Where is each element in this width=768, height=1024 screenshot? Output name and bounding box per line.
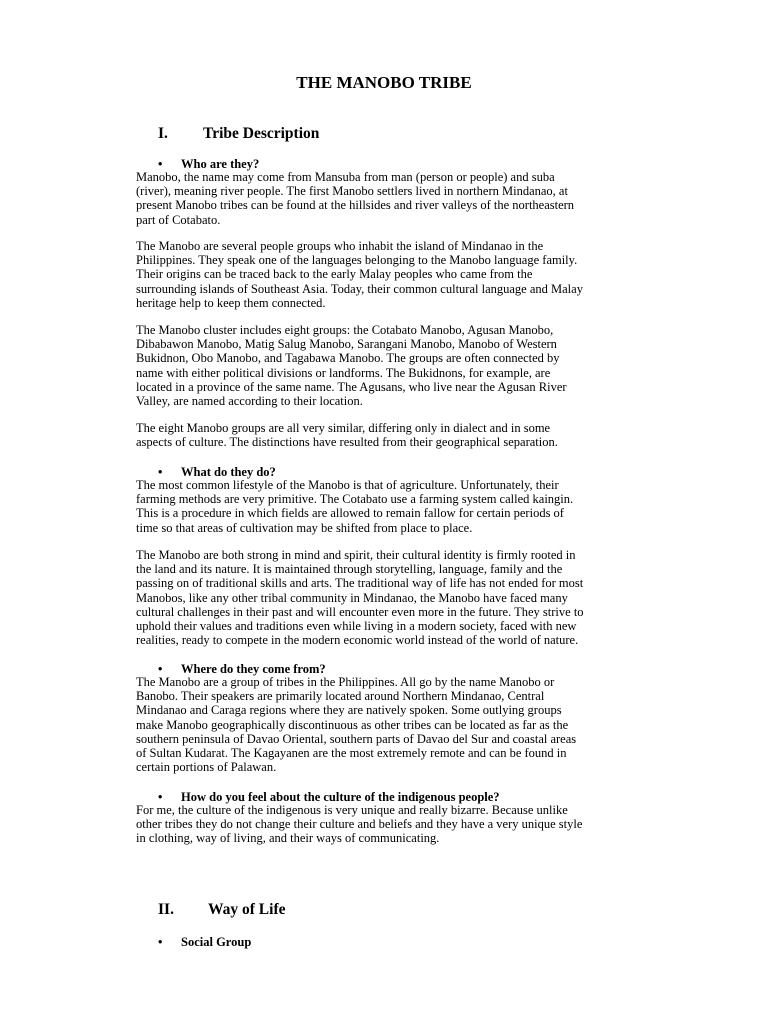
text-line: The Manobo are a group of tribes in the Philippines. All go by the name Manobo or [136, 675, 555, 689]
text-line: make Manobo geographically discontinuous as other tribes can be located as far as the [136, 717, 569, 732]
text-line: southern peninsula of Davao Oriental, southern parts of Davao del Sur and coastal areas [136, 731, 577, 746]
paragraph [136, 170, 696, 227]
section-title: Tribe Description [203, 125, 320, 142]
section-heading-tribe-description [158, 124, 458, 144]
text-line: The most common lifestyle of the Manobo is that of agriculture. Unfortunately, their [136, 478, 559, 492]
bullet-label: Who are they? [181, 157, 260, 171]
text-line: aspects of culture. The distinctions have resulted from their geographical separation. [136, 435, 558, 450]
bullet-dot: • [158, 465, 163, 479]
text-line: Dibabawon Manobo, Matig Salug Manobo, Sarangani Manobo, Manobo of Western [136, 337, 557, 352]
section-number: II. [158, 901, 174, 918]
bullet-label: How do you feel about the culture of the indigenous people? [181, 790, 500, 804]
text-line: Mindanao and Caraga regions where they are natively spoken. Some outlying groups [136, 703, 562, 718]
bullet-dot: • [158, 157, 163, 171]
bullet-dot: • [158, 790, 163, 804]
text-line: This is a procedure in which fields are allowed to remain fallow for certain periods of [136, 506, 564, 521]
text-line: Manobos, like any other tribal community in Mindanao, the Manobo have faced many [136, 590, 568, 605]
bullet-dot: • [158, 935, 163, 949]
text-line: The Manobo are both strong in mind and spirit, their cultural identity is firmly rooted in [136, 548, 576, 562]
section-title: Way of Life [208, 901, 286, 918]
text-line: Valley, are named according to their location. [136, 394, 363, 409]
text-line: cultural challenges in their past and will encounter even more in the future. They strive to [136, 604, 584, 619]
paragraph [136, 239, 696, 310]
text-line: realities, ready to compete in the modern economic world instead of the world of nature. [136, 633, 579, 648]
text-line: the land and its nature. It is maintained through storytelling, language, family and the [136, 562, 563, 577]
text-line: uphold their values and traditions even while living in a modern society, faced with new [136, 619, 577, 634]
text-line: Banobo. Their speakers are primarily located around Northern Mindanao, Central [136, 689, 545, 704]
text-line: in clothing, way of living, and their ways of communicating. [136, 831, 440, 846]
paragraph [136, 803, 696, 846]
bullet-dot: • [158, 662, 163, 676]
text-line: (river), meaning river people. The first Manobo settlers lived in northern Mindanao, at [136, 184, 568, 199]
text-line: located in a province of the same name. The Agusans, who live near the Agusan River [136, 379, 567, 394]
text-line: heritage help to keep them connected. [136, 295, 326, 310]
paragraph [136, 548, 696, 647]
bullet-label: Where do they come from? [181, 662, 326, 676]
bullet-label: Social Group [181, 935, 252, 949]
text-line: other tribes they do not change their culture and beliefs and they have a very unique style [136, 817, 583, 832]
text-line: farming methods are very primitive. The Cotabato use a farming system called kaingin. [136, 492, 574, 507]
section-heading-way-of-life [158, 900, 458, 920]
text-line: passing on of traditional skills and arts. The traditional way of life has not ended for most [136, 576, 584, 591]
text-line: Bukidnon, Obo Manobo, and Tagabawa Manobo. The groups are often connected by [136, 351, 560, 366]
text-line: Manobo, the name may come from Mansuba from man (person or people) and suba [136, 170, 555, 184]
paragraph [136, 323, 696, 408]
text-line: present Manobo tribes can be found at the hillsides and river valleys of the northeastern [136, 198, 575, 213]
text-line: For me, the culture of the indigenous is very unique and really bizarre. Because unlike [136, 803, 568, 817]
text-line: The eight Manobo groups are all very similar, differing only in dialect and in some [136, 421, 551, 435]
paragraph [136, 675, 696, 774]
text-line: surrounding islands of Southeast Asia. Today, their common cultural language and Malay [136, 281, 583, 296]
text-line: time so that areas of cultivation may be shifted from place to place. [136, 520, 473, 535]
text-line: The Manobo are several people groups who inhabit the island of Mindanao in the [136, 239, 544, 253]
text-line: certain portions of Palawan. [136, 760, 277, 775]
bullet-label: What do they do? [181, 465, 276, 479]
section-number: I. [158, 125, 168, 142]
paragraph [136, 421, 696, 449]
text-line: The Manobo cluster includes eight groups: the Cotabato Manobo, Agusan Manobo, [136, 323, 554, 337]
text-line: part of Cotabato. [136, 212, 221, 227]
text-line: name with either political divisions or landforms. The Bukidnons, for example, are [136, 365, 551, 380]
text-line: of Sultan Kudarat. The Kagayanen are the most extremely remote and can be found in [136, 746, 567, 761]
text-line: Philippines. They speak one of the languages belonging to the Manobo language family. [136, 253, 578, 268]
paragraph [136, 478, 696, 535]
document-title: THE MANOBO TRIBE [296, 73, 472, 92]
text-line: Their origins can be traced back to the early Malay peoples who came from the [136, 267, 533, 282]
